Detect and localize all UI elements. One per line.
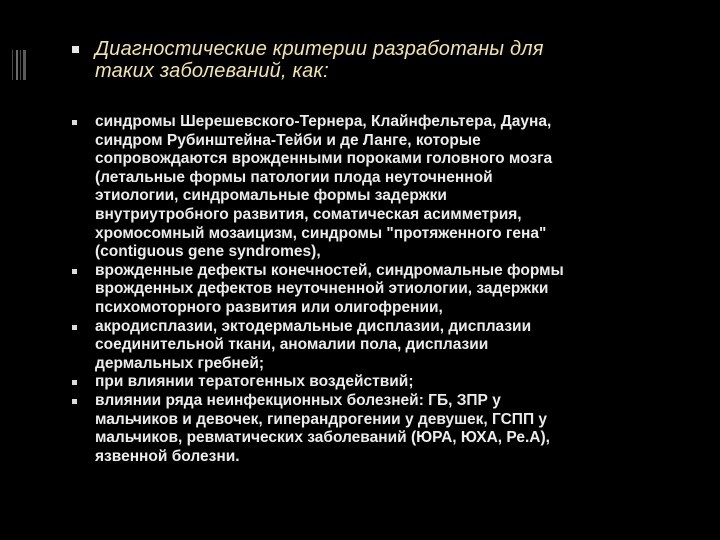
square-bullet-icon xyxy=(72,269,77,274)
list-item xyxy=(72,373,692,392)
square-bullet-icon xyxy=(72,46,79,53)
title-text: Диагностические критерии разработаны для таких заболеваний, как: xyxy=(95,38,544,82)
decorative-line xyxy=(12,50,13,80)
square-bullet-icon xyxy=(72,120,77,125)
title-item xyxy=(72,38,692,82)
square-bullet-icon xyxy=(72,325,77,330)
decorative-line xyxy=(23,50,26,80)
list-item-text: при влиянии тератогенных воздействий; xyxy=(95,373,414,391)
list-item xyxy=(72,113,692,262)
square-bullet-icon xyxy=(72,399,77,404)
list-item-text: врожденные дефекты конечностей, синдромальные формы врожденных дефектов неуточненной этиологии, задержки психомоторного развития или олигофрении, xyxy=(95,261,564,316)
square-bullet-icon xyxy=(72,380,77,385)
decorative-line xyxy=(20,50,21,80)
bullet-list xyxy=(72,113,692,466)
list-item xyxy=(72,318,692,374)
decorative-line xyxy=(16,50,18,80)
slide-title xyxy=(72,38,692,82)
list-item-text: синдромы Шерешевского-Тернера, Клайнфельтера, Дауна, синдром Рубинштейна-Тейби и де Ланге, которые сопровождаются врожденными пороками головного мозга (летальные формы патологии плода неуточненной этиологии, синдромальные формы задержки внутриутробного развития, соматическая асимметрия, хромосомный мозаицизм, синдромы "протяженного гена" (contiguous gene syndromes), xyxy=(95,113,553,261)
list-item xyxy=(72,392,692,466)
list-item-text: акродисплазии, эктодермальные дисплазии, дисплазии соединительной ткани, аномалии пола, дисплазии дермальных гребней; xyxy=(95,317,532,372)
list-item xyxy=(72,262,692,318)
list-item-text: влиянии ряда неинфекционных болезней: ГБ, ЗПР у мальчиков и девочек, гиперандрогении у девушек, ГСПП у мальчиков, ревматических заболеваний (ЮРА, ЮХА, Ре.А), язвенной болезни. xyxy=(95,391,550,465)
